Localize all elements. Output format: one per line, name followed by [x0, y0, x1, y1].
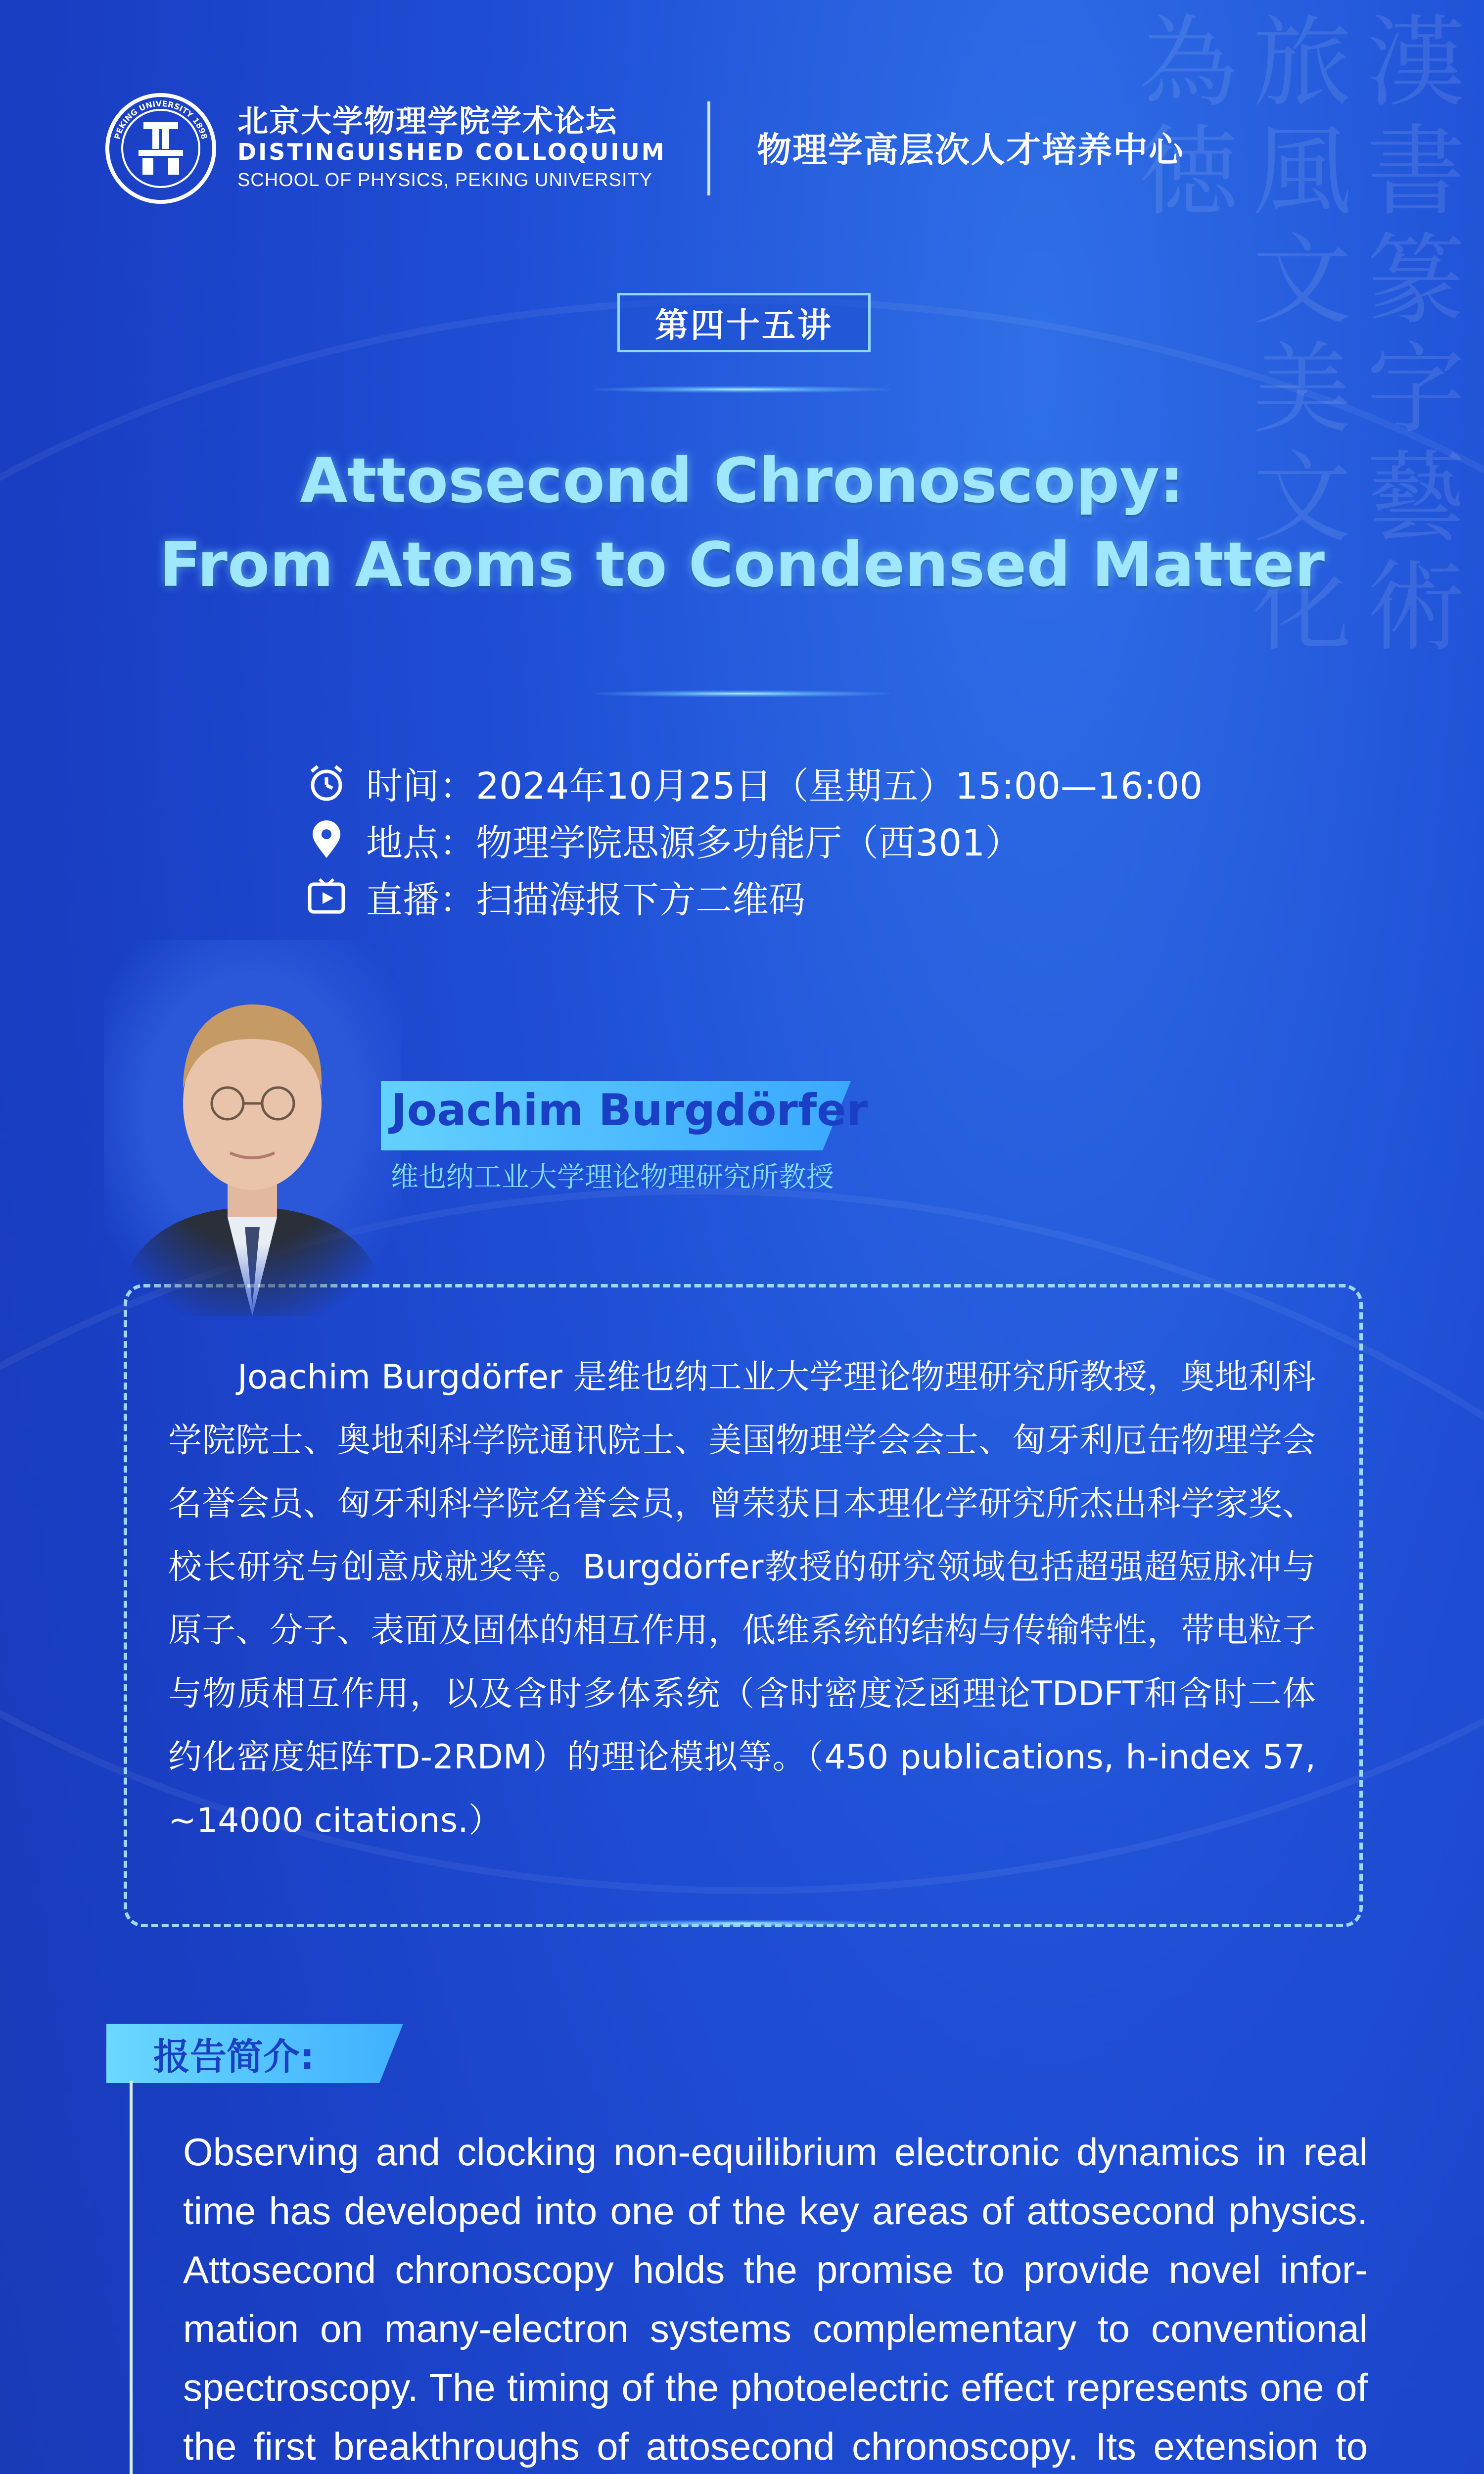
info-time: [307, 757, 1203, 809]
info-time-text: 时间：2024年10月25日（星期五）15:00—16:00: [366, 765, 1203, 808]
info-place-text: 地点：物理学院思源多功能厅（西301）: [366, 822, 1022, 864]
svg-text:PEKING UNIVERSITY 1898: PEKING UNIVERSITY 1898: [112, 98, 209, 141]
timeline-line: [130, 2081, 133, 2474]
glow-line: [594, 690, 890, 697]
center-name: 物理学高层次人才培养中心: [757, 130, 1184, 170]
info-stream-text: 直播：扫描海报下方二维码: [366, 879, 805, 921]
alarm-clock-icon: [307, 763, 346, 803]
location-pin-icon: [307, 820, 346, 860]
org-name-en: DISTINGUISHED COLLOQUIUM: [237, 139, 666, 165]
glow-line: [594, 386, 890, 393]
talk-title-line2: From Atoms to Condensed Matter: [159, 529, 1325, 601]
abstract-heading: 报告简介:: [153, 2036, 315, 2078]
info-stream: [307, 871, 805, 923]
play-video-icon: [307, 877, 346, 917]
talk-title-line1: Attosecond Chronoscopy:: [300, 445, 1184, 517]
header: [104, 92, 1341, 205]
glow-line: [594, 1920, 890, 1927]
speaker-bio: Joachim Burgdörfer 是维也纳工业大学理论物理研究所教授，奥地利科学院院士、奥地利科学院通讯院士、美国物理学会会士、匈牙利厄缶物理学会名誉会员、匈牙利科学院名誉会员，曾荣获日本理化学研究所杰出科学家奖、校长研究与创意成就奖等。Burgdörfer教授的研究领域包括超强超短脉冲与原子、分子、表面及固体的相互作用，低维系统的结构与传输特性，带电粒子与物质相互作用，以及含时多体系统（含时密度泛函理论TDDFT和含时二体约化密度矩阵TD-2RDM）的理论模拟等。（450 publications, h-index 57, ~14000 citations.）: [168, 1358, 1316, 1840]
decor-calligraphy: 漢書篆字藝術旅風文美文化為徳: [1122, 10, 1465, 663]
header-divider: [707, 101, 710, 195]
abstract-text: Observing and clocking non-equilibrium electronic dynamics in real time has developed into one of the key areas of attosecond physics. Attosecond chronoscopy holds the promise to provide novel information on many-electron systems complementary to conventional spectroscopy. The timing of the photoelectric effect represents one of the first breakthroughs of attosecond chronoscopy. Its extension to: [183, 2130, 1368, 2468]
session-badge: 第四十五讲: [617, 293, 871, 352]
speaker-photo: [104, 940, 401, 1316]
org-school-en: SCHOOL OF PHYSICS, PEKING UNIVERSITY: [237, 170, 653, 190]
speaker-affiliation: 维也纳工业大学理论物理研究所教授: [391, 1161, 834, 1193]
peking-university-logo: [104, 92, 218, 205]
org-name-cn: 北京大学物理学院学术论坛: [237, 103, 618, 139]
info-place: [307, 814, 1021, 866]
speaker-name: Joachim Burgdörfer: [391, 1085, 868, 1136]
